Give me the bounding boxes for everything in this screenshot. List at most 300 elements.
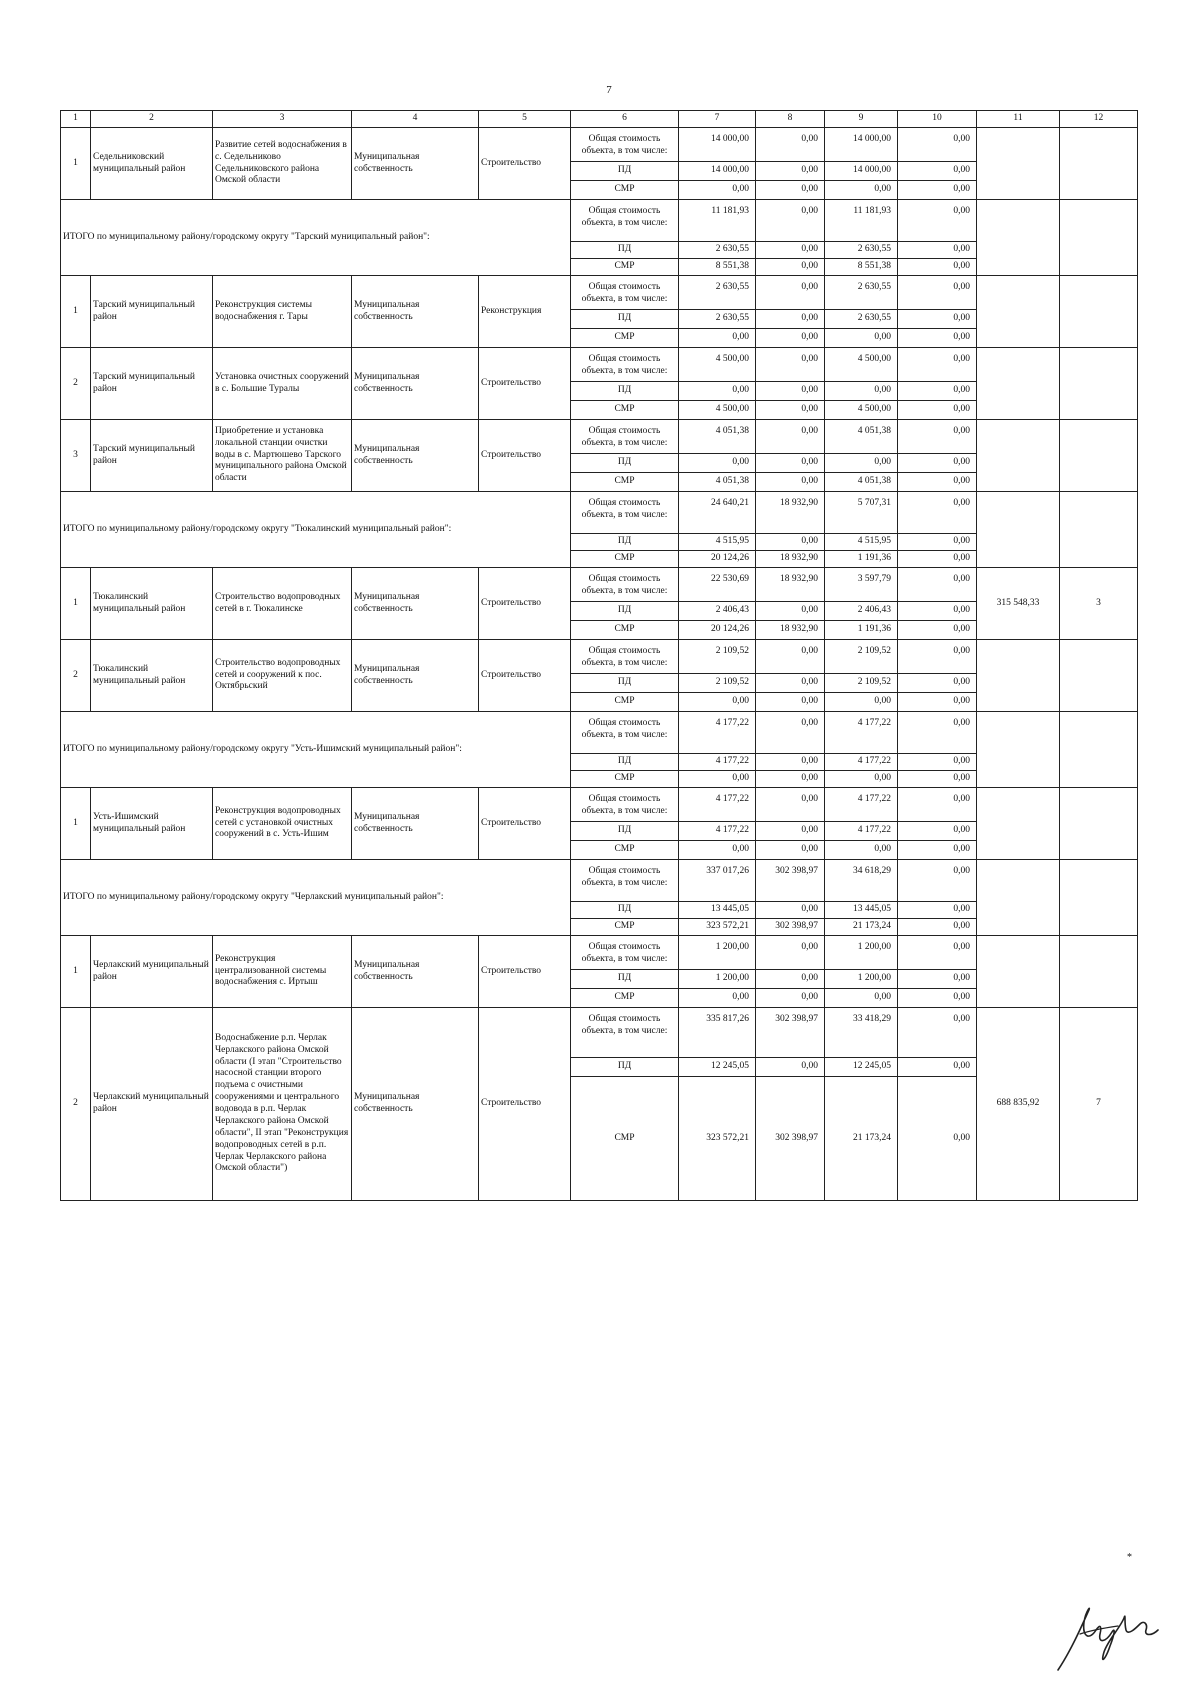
cost-label-cell: СМР: [571, 259, 679, 276]
cost-label-cell: Общая стоимость объекта, в том числе:: [571, 1008, 679, 1058]
cost-label-cell: ПД: [571, 674, 679, 693]
value-cell-c8: 0,00: [756, 259, 825, 276]
value-cell-c8: 0,00: [756, 181, 825, 200]
value-cell-c10: 0,00: [898, 822, 977, 841]
column-header: 6: [571, 111, 679, 128]
district-cell: Тюкалинский муниципальный район: [91, 640, 213, 712]
cost-label-cell: Общая стоимость объекта, в том числе:: [571, 712, 679, 754]
value-cell-c7: 337 017,26: [679, 860, 756, 902]
value-cell-c8: 0,00: [756, 602, 825, 621]
value-cell-c10: 0,00: [898, 712, 977, 754]
col12-cell: 7: [1060, 1008, 1138, 1201]
col12-cell: [1060, 348, 1138, 420]
value-cell-c8: 0,00: [756, 902, 825, 919]
cost-label-cell: ПД: [571, 754, 679, 771]
table-row: [61, 348, 1138, 382]
object-name-cell: Реконструкция системы водоснабжения г. Тары: [213, 276, 352, 348]
value-cell-c9: 1 200,00: [825, 936, 898, 970]
value-cell-c10: 0,00: [898, 640, 977, 674]
ownership-cell: Муниципальная собственность: [352, 128, 479, 200]
value-cell-c9: 2 109,52: [825, 640, 898, 674]
cost-label-cell: Общая стоимость объекта, в том числе:: [571, 128, 679, 162]
value-cell-c10: 0,00: [898, 492, 977, 534]
cost-label-cell: Общая стоимость объекта, в том числе:: [571, 936, 679, 970]
row-number: 1: [61, 276, 91, 348]
col12-cell: [1060, 936, 1138, 1008]
cost-label-cell: ПД: [571, 1058, 679, 1077]
district-cell: Тарский муниципальный район: [91, 348, 213, 420]
value-cell-c7: 8 551,38: [679, 259, 756, 276]
value-cell-c8: 0,00: [756, 693, 825, 712]
cost-label-cell: СМР: [571, 989, 679, 1008]
value-cell-c10: 0,00: [898, 329, 977, 348]
col12-cell: [1060, 276, 1138, 348]
col12-cell: [1060, 420, 1138, 492]
value-cell-c7: 2 109,52: [679, 674, 756, 693]
row-number: 2: [61, 1008, 91, 1201]
ownership-cell: Муниципальная собственность: [352, 568, 479, 640]
row-number: 1: [61, 936, 91, 1008]
ownership-cell: Муниципальная собственность: [352, 788, 479, 860]
value-cell-c10: 0,00: [898, 276, 977, 310]
value-cell-c8: 0,00: [756, 162, 825, 181]
value-cell-c7: 4 500,00: [679, 348, 756, 382]
value-cell-c7: 323 572,21: [679, 1077, 756, 1201]
cost-label-cell: ПД: [571, 242, 679, 259]
value-cell-c10: 0,00: [898, 310, 977, 329]
cost-label-cell: СМР: [571, 329, 679, 348]
value-cell-c8: 0,00: [756, 1058, 825, 1077]
value-cell-c8: 0,00: [756, 822, 825, 841]
value-cell-c8: 302 398,97: [756, 860, 825, 902]
cost-label-cell: СМР: [571, 473, 679, 492]
column-header: 3: [213, 111, 352, 128]
col12-cell: [1060, 712, 1138, 788]
value-cell-c10: 0,00: [898, 401, 977, 420]
district-cell: Тарский муниципальный район: [91, 420, 213, 492]
value-cell-c10: 0,00: [898, 181, 977, 200]
work-type-cell: Строительство: [479, 788, 571, 860]
value-cell-c7: 0,00: [679, 454, 756, 473]
value-cell-c9: 4 500,00: [825, 401, 898, 420]
value-cell-c10: 0,00: [898, 473, 977, 492]
cost-label-cell: ПД: [571, 454, 679, 473]
value-cell-c10: 0,00: [898, 989, 977, 1008]
col11-cell: 688 835,92: [977, 1008, 1060, 1201]
value-cell-c9: 4 177,22: [825, 712, 898, 754]
column-header: 2: [91, 111, 213, 128]
cost-label-cell: Общая стоимость объекта, в том числе:: [571, 348, 679, 382]
cost-label-cell: СМР: [571, 841, 679, 860]
total-row: [61, 712, 1138, 754]
value-cell-c10: 0,00: [898, 919, 977, 936]
column-header-row: [61, 111, 1138, 128]
value-cell-c9: 4 515,95: [825, 534, 898, 551]
value-cell-c7: 4 500,00: [679, 401, 756, 420]
value-cell-c9: 0,00: [825, 841, 898, 860]
value-cell-c9: 34 618,29: [825, 860, 898, 902]
district-cell: Тюкалинский муниципальный район: [91, 568, 213, 640]
col11-cell: [977, 492, 1060, 568]
value-cell-c8: 0,00: [756, 454, 825, 473]
value-cell-c10: 0,00: [898, 382, 977, 401]
value-cell-c7: 4 177,22: [679, 754, 756, 771]
district-cell: Черлакский муниципальный район: [91, 936, 213, 1008]
col12-cell: [1060, 788, 1138, 860]
cost-label-cell: Общая стоимость объекта, в том числе:: [571, 860, 679, 902]
value-cell-c9: 21 173,24: [825, 1077, 898, 1201]
value-cell-c8: 0,00: [756, 242, 825, 259]
object-name-cell: Реконструкция водопроводных сетей с установкой очистных сооружений в с. Усть-Ишим: [213, 788, 352, 860]
col12-cell: 3: [1060, 568, 1138, 640]
value-cell-c10: 0,00: [898, 970, 977, 989]
value-cell-c8: 0,00: [756, 970, 825, 989]
value-cell-c9: 2 406,43: [825, 602, 898, 621]
work-type-cell: Строительство: [479, 348, 571, 420]
value-cell-c9: 0,00: [825, 771, 898, 788]
district-cell: Тарский муниципальный район: [91, 276, 213, 348]
object-name-cell: Строительство водопроводных сетей в г. Тюкалинске: [213, 568, 352, 640]
corner-mark: *: [1127, 1552, 1132, 1563]
value-cell-c8: 0,00: [756, 401, 825, 420]
table-row: [61, 568, 1138, 602]
value-cell-c8: 0,00: [756, 329, 825, 348]
total-label: ИТОГО по муниципальному району/городскому округу "Тарский муниципальный район":: [61, 200, 571, 276]
col11-cell: [977, 936, 1060, 1008]
signature-image: [1040, 1600, 1170, 1675]
district-cell: Черлакский муниципальный район: [91, 1008, 213, 1201]
value-cell-c9: 1 191,36: [825, 621, 898, 640]
cost-label-cell: СМР: [571, 1077, 679, 1201]
value-cell-c8: 302 398,97: [756, 1077, 825, 1201]
col11-cell: 315 548,33: [977, 568, 1060, 640]
cost-label-cell: СМР: [571, 771, 679, 788]
value-cell-c9: 12 245,05: [825, 1058, 898, 1077]
value-cell-c9: 3 597,79: [825, 568, 898, 602]
value-cell-c7: 335 817,26: [679, 1008, 756, 1058]
col12-cell: [1060, 492, 1138, 568]
value-cell-c7: 22 530,69: [679, 568, 756, 602]
value-cell-c7: 14 000,00: [679, 128, 756, 162]
column-header: 12: [1060, 111, 1138, 128]
column-header: 10: [898, 111, 977, 128]
value-cell-c7: 1 200,00: [679, 970, 756, 989]
value-cell-c7: 24 640,21: [679, 492, 756, 534]
value-cell-c10: 0,00: [898, 259, 977, 276]
value-cell-c10: 0,00: [898, 348, 977, 382]
column-header: 11: [977, 111, 1060, 128]
value-cell-c8: 0,00: [756, 754, 825, 771]
ownership-cell: Муниципальная собственность: [352, 640, 479, 712]
column-header: 8: [756, 111, 825, 128]
column-header: 1: [61, 111, 91, 128]
value-cell-c10: 0,00: [898, 534, 977, 551]
value-cell-c10: 0,00: [898, 1077, 977, 1201]
value-cell-c9: 0,00: [825, 382, 898, 401]
column-header: 9: [825, 111, 898, 128]
object-name-cell: Установка очистных сооружений в с. Большие Туралы: [213, 348, 352, 420]
value-cell-c10: 0,00: [898, 936, 977, 970]
col11-cell: [977, 788, 1060, 860]
row-number: 1: [61, 568, 91, 640]
cost-label-cell: ПД: [571, 822, 679, 841]
value-cell-c9: 2 109,52: [825, 674, 898, 693]
work-type-cell: Строительство: [479, 568, 571, 640]
value-cell-c9: 0,00: [825, 693, 898, 712]
object-name-cell: Строительство водопроводных сетей и сооружений к пос. Октябрьский: [213, 640, 352, 712]
value-cell-c7: 4 177,22: [679, 822, 756, 841]
value-cell-c7: 4 177,22: [679, 712, 756, 754]
table-row: [61, 276, 1138, 310]
row-number: 2: [61, 348, 91, 420]
col11-cell: [977, 128, 1060, 200]
cost-label-cell: СМР: [571, 621, 679, 640]
value-cell-c9: 2 630,55: [825, 242, 898, 259]
value-cell-c9: 11 181,93: [825, 200, 898, 242]
work-type-cell: Строительство: [479, 640, 571, 712]
value-cell-c10: 0,00: [898, 128, 977, 162]
value-cell-c7: 0,00: [679, 771, 756, 788]
col11-cell: [977, 860, 1060, 936]
row-number: 1: [61, 788, 91, 860]
cost-label-cell: ПД: [571, 970, 679, 989]
value-cell-c7: 4 051,38: [679, 473, 756, 492]
district-cell: Седельниковский муниципальный район: [91, 128, 213, 200]
object-name-cell: Развитие сетей водоснабжения в с. Седельниково Седельниковского района Омской области: [213, 128, 352, 200]
value-cell-c7: 0,00: [679, 989, 756, 1008]
ownership-cell: Муниципальная собственность: [352, 1008, 479, 1201]
value-cell-c7: 12 245,05: [679, 1058, 756, 1077]
total-row: [61, 492, 1138, 534]
value-cell-c7: 1 200,00: [679, 936, 756, 970]
value-cell-c10: 0,00: [898, 754, 977, 771]
value-cell-c7: 0,00: [679, 329, 756, 348]
value-cell-c8: 0,00: [756, 128, 825, 162]
ownership-cell: Муниципальная собственность: [352, 348, 479, 420]
col11-cell: [977, 200, 1060, 276]
cost-label-cell: ПД: [571, 602, 679, 621]
value-cell-c9: 33 418,29: [825, 1008, 898, 1058]
value-cell-c7: 11 181,93: [679, 200, 756, 242]
value-cell-c8: 0,00: [756, 712, 825, 754]
value-cell-c8: 0,00: [756, 788, 825, 822]
value-cell-c8: 18 932,90: [756, 621, 825, 640]
value-cell-c10: 0,00: [898, 841, 977, 860]
value-cell-c10: 0,00: [898, 902, 977, 919]
cost-label-cell: Общая стоимость объекта, в том числе:: [571, 200, 679, 242]
value-cell-c9: 4 177,22: [825, 754, 898, 771]
work-type-cell: Строительство: [479, 1008, 571, 1201]
value-cell-c9: 2 630,55: [825, 310, 898, 329]
value-cell-c8: 0,00: [756, 473, 825, 492]
value-cell-c8: 0,00: [756, 989, 825, 1008]
row-number: 2: [61, 640, 91, 712]
work-type-cell: Строительство: [479, 128, 571, 200]
cost-label-cell: ПД: [571, 534, 679, 551]
value-cell-c9: 13 445,05: [825, 902, 898, 919]
value-cell-c9: 0,00: [825, 989, 898, 1008]
value-cell-c8: 0,00: [756, 200, 825, 242]
col11-cell: [977, 712, 1060, 788]
value-cell-c7: 4 177,22: [679, 788, 756, 822]
cost-label-cell: СМР: [571, 181, 679, 200]
value-cell-c9: 8 551,38: [825, 259, 898, 276]
value-cell-c7: 323 572,21: [679, 919, 756, 936]
value-cell-c8: 0,00: [756, 420, 825, 454]
col12-cell: [1060, 200, 1138, 276]
value-cell-c8: 0,00: [756, 841, 825, 860]
col11-cell: [977, 420, 1060, 492]
work-type-cell: Строительство: [479, 936, 571, 1008]
page-number: 7: [606, 84, 612, 96]
value-cell-c9: 14 000,00: [825, 128, 898, 162]
value-cell-c8: 0,00: [756, 310, 825, 329]
cost-label-cell: Общая стоимость объекта, в том числе:: [571, 492, 679, 534]
cost-label-cell: Общая стоимость объекта, в том числе:: [571, 568, 679, 602]
value-cell-c10: 0,00: [898, 1008, 977, 1058]
col12-cell: [1060, 860, 1138, 936]
cost-label-cell: СМР: [571, 693, 679, 712]
value-cell-c8: 0,00: [756, 348, 825, 382]
value-cell-c8: 18 932,90: [756, 551, 825, 568]
district-cell: Усть-Ишимский муниципальный район: [91, 788, 213, 860]
total-label: ИТОГО по муниципальному району/городскому округу "Черлакский муниципальный район":: [61, 860, 571, 936]
value-cell-c7: 0,00: [679, 382, 756, 401]
value-cell-c8: 0,00: [756, 640, 825, 674]
value-cell-c10: 0,00: [898, 788, 977, 822]
value-cell-c8: 0,00: [756, 936, 825, 970]
value-cell-c7: 2 630,55: [679, 310, 756, 329]
table-row: [61, 788, 1138, 822]
value-cell-c9: 14 000,00: [825, 162, 898, 181]
cost-label-cell: ПД: [571, 310, 679, 329]
object-name-cell: Реконструкция централизованной системы водоснабжения с. Иртыш: [213, 936, 352, 1008]
cost-label-cell: Общая стоимость объекта, в том числе:: [571, 788, 679, 822]
value-cell-c9: 5 707,31: [825, 492, 898, 534]
investment-table: [60, 110, 1138, 1201]
value-cell-c9: 4 177,22: [825, 822, 898, 841]
cost-label-cell: Общая стоимость объекта, в том числе:: [571, 640, 679, 674]
value-cell-c9: 0,00: [825, 454, 898, 473]
row-number: 1: [61, 128, 91, 200]
value-cell-c9: 4 051,38: [825, 420, 898, 454]
ownership-cell: Муниципальная собственность: [352, 420, 479, 492]
value-cell-c10: 0,00: [898, 693, 977, 712]
value-cell-c10: 0,00: [898, 420, 977, 454]
value-cell-c8: 0,00: [756, 674, 825, 693]
value-cell-c10: 0,00: [898, 162, 977, 181]
value-cell-c9: 1 200,00: [825, 970, 898, 989]
table-row: [61, 640, 1138, 674]
row-number: 3: [61, 420, 91, 492]
cost-label-cell: СМР: [571, 919, 679, 936]
work-type-cell: Реконструкция: [479, 276, 571, 348]
value-cell-c7: 2 630,55: [679, 242, 756, 259]
object-name-cell: Приобретение и установка локальной станции очистки воды в с. Мартюшево Тарского муниципального района Омской области: [213, 420, 352, 492]
value-cell-c9: 0,00: [825, 329, 898, 348]
table-row: [61, 420, 1138, 454]
value-cell-c10: 0,00: [898, 621, 977, 640]
ownership-cell: Муниципальная собственность: [352, 936, 479, 1008]
col12-cell: [1060, 128, 1138, 200]
value-cell-c10: 0,00: [898, 860, 977, 902]
value-cell-c8: 302 398,97: [756, 1008, 825, 1058]
value-cell-c7: 20 124,26: [679, 621, 756, 640]
value-cell-c10: 0,00: [898, 200, 977, 242]
value-cell-c10: 0,00: [898, 454, 977, 473]
col11-cell: [977, 276, 1060, 348]
value-cell-c7: 2 406,43: [679, 602, 756, 621]
column-header: 5: [479, 111, 571, 128]
cost-label-cell: ПД: [571, 382, 679, 401]
col11-cell: [977, 348, 1060, 420]
col12-cell: [1060, 640, 1138, 712]
value-cell-c9: 1 191,36: [825, 551, 898, 568]
total-row: [61, 860, 1138, 902]
cost-label-cell: СМР: [571, 551, 679, 568]
total-row: [61, 200, 1138, 242]
value-cell-c9: 4 051,38: [825, 473, 898, 492]
value-cell-c7: 0,00: [679, 181, 756, 200]
value-cell-c7: 2 109,52: [679, 640, 756, 674]
value-cell-c7: 0,00: [679, 693, 756, 712]
value-cell-c7: 4 515,95: [679, 534, 756, 551]
table-row: [61, 128, 1138, 162]
value-cell-c7: 14 000,00: [679, 162, 756, 181]
cost-label-cell: ПД: [571, 902, 679, 919]
value-cell-c10: 0,00: [898, 674, 977, 693]
cost-label-cell: ПД: [571, 162, 679, 181]
cost-label-cell: Общая стоимость объекта, в том числе:: [571, 420, 679, 454]
value-cell-c8: 302 398,97: [756, 919, 825, 936]
value-cell-c7: 2 630,55: [679, 276, 756, 310]
value-cell-c10: 0,00: [898, 1058, 977, 1077]
value-cell-c7: 20 124,26: [679, 551, 756, 568]
value-cell-c8: 0,00: [756, 534, 825, 551]
value-cell-c9: 2 630,55: [825, 276, 898, 310]
value-cell-c8: 18 932,90: [756, 492, 825, 534]
value-cell-c8: 0,00: [756, 382, 825, 401]
object-name-cell: Водоснабжение р.п. Черлак Черлакского района Омской области (I этап "Строительство насосной станции второго подъема с очистными сооружениями и центрального водовода в р.п. Черлак Черлакского района Омской области", II этап "Реконструкция водопроводных сетей в р.п. Черлак Черлакского района Омской области"): [213, 1008, 352, 1201]
value-cell-c9: 4 500,00: [825, 348, 898, 382]
value-cell-c10: 0,00: [898, 242, 977, 259]
cost-label-cell: Общая стоимость объекта, в том числе:: [571, 276, 679, 310]
value-cell-c10: 0,00: [898, 771, 977, 788]
value-cell-c7: 13 445,05: [679, 902, 756, 919]
total-label: ИТОГО по муниципальному району/городскому округу "Тюкалинский муниципальный район":: [61, 492, 571, 568]
ownership-cell: Муниципальная собственность: [352, 276, 479, 348]
column-header: 4: [352, 111, 479, 128]
value-cell-c9: 0,00: [825, 181, 898, 200]
table-row: [61, 936, 1138, 970]
column-header: 7: [679, 111, 756, 128]
table-row: [61, 1008, 1138, 1058]
work-type-cell: Строительство: [479, 420, 571, 492]
value-cell-c9: 4 177,22: [825, 788, 898, 822]
value-cell-c7: 4 051,38: [679, 420, 756, 454]
value-cell-c8: 0,00: [756, 276, 825, 310]
col11-cell: [977, 640, 1060, 712]
value-cell-c7: 0,00: [679, 841, 756, 860]
value-cell-c10: 0,00: [898, 602, 977, 621]
value-cell-c8: 0,00: [756, 771, 825, 788]
total-label: ИТОГО по муниципальному району/городскому округу "Усть-Ишимский муниципальный район":: [61, 712, 571, 788]
value-cell-c9: 21 173,24: [825, 919, 898, 936]
value-cell-c8: 18 932,90: [756, 568, 825, 602]
cost-label-cell: СМР: [571, 401, 679, 420]
value-cell-c10: 0,00: [898, 551, 977, 568]
value-cell-c10: 0,00: [898, 568, 977, 602]
